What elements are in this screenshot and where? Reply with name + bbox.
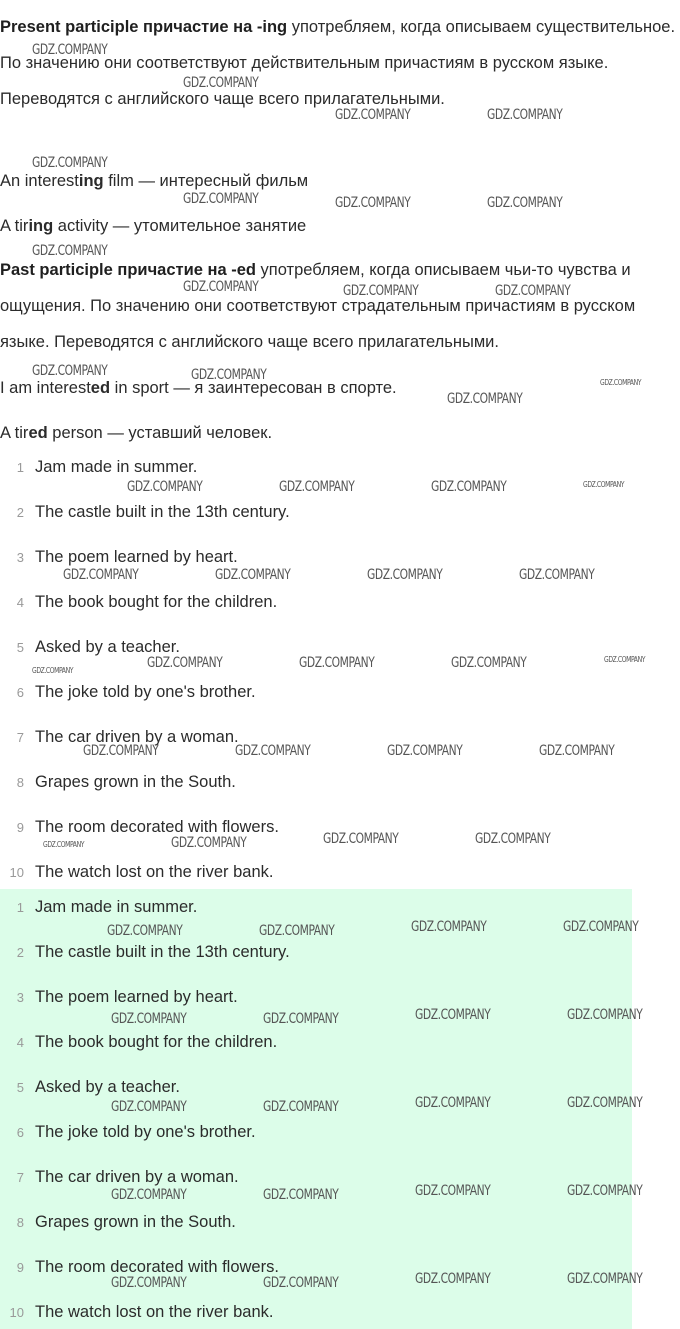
example-text: in sport — я заинтересован в спорте. xyxy=(110,379,397,397)
answer-item xyxy=(0,1166,239,1188)
item-number: 9 xyxy=(16,820,24,835)
list-item xyxy=(0,636,180,658)
watermark-text: GDZ.COMPANY xyxy=(367,567,443,583)
watermark-text: GDZ.COMPANY xyxy=(335,107,411,123)
item-text: The watch lost on the river bank. xyxy=(35,863,274,881)
watermark-text: GDZ.COMPANY xyxy=(487,195,563,211)
example-suffix: ing xyxy=(78,172,104,190)
item-text: The poem learned by heart. xyxy=(35,548,238,566)
answer-item xyxy=(0,1121,256,1143)
item-number: 8 xyxy=(16,1215,24,1230)
watermark-text: GDZ.COMPANY xyxy=(235,743,311,759)
past-participle-heading: Past participle причастие на -ed xyxy=(0,261,256,279)
watermark-text: GDZ.COMPANY xyxy=(583,480,625,489)
example-suffix: ed xyxy=(28,424,48,442)
item-text: The car driven by a woman. xyxy=(35,728,239,746)
item-number: 3 xyxy=(16,550,24,565)
watermark-text: GDZ.COMPANY xyxy=(519,567,595,583)
watermark-text: GDZ.COMPANY xyxy=(111,1099,187,1115)
item-text: The watch lost on the river bank. xyxy=(35,1303,274,1321)
watermark-text: GDZ.COMPANY xyxy=(191,367,267,383)
item-text: Jam made in summer. xyxy=(35,458,198,476)
example-text: An interest xyxy=(0,172,79,190)
watermark-text: GDZ.COMPANY xyxy=(323,831,399,847)
answer-item xyxy=(0,1256,279,1278)
item-number: 4 xyxy=(16,1035,24,1050)
item-number: 10 xyxy=(9,865,24,880)
item-text: The car driven by a woman. xyxy=(35,1168,239,1186)
watermark-text: GDZ.COMPANY xyxy=(475,831,551,847)
past-participle-paragraph xyxy=(0,252,680,360)
watermark-text: GDZ.COMPANY xyxy=(263,1187,339,1203)
list-item xyxy=(0,681,256,703)
item-number: 7 xyxy=(16,730,24,745)
present-participle-paragraph xyxy=(0,9,680,117)
answer-item xyxy=(0,986,238,1008)
watermark-text: GDZ.COMPANY xyxy=(215,567,291,583)
item-number: 8 xyxy=(16,775,24,790)
example-text: A tir xyxy=(0,424,29,442)
watermark-text: GDZ.COMPANY xyxy=(63,567,139,583)
watermark-text: GDZ.COMPANY xyxy=(567,1271,643,1287)
item-text: The room decorated with flowers. xyxy=(35,1258,279,1276)
item-text: The poem learned by heart. xyxy=(35,988,238,1006)
watermark-text: GDZ.COMPANY xyxy=(343,283,419,299)
item-number: 6 xyxy=(16,685,24,700)
watermark-text: GDZ.COMPANY xyxy=(43,840,85,849)
watermark-text: GDZ.COMPANY xyxy=(431,479,507,495)
item-number: 4 xyxy=(16,595,24,610)
watermark-text: GDZ.COMPANY xyxy=(600,378,642,387)
answer-item xyxy=(0,1031,277,1053)
item-text: The book bought for the children. xyxy=(35,1033,278,1051)
watermark-text: GDZ.COMPANY xyxy=(495,283,571,299)
watermark-text: GDZ.COMPANY xyxy=(539,743,615,759)
watermark-text: GDZ.COMPANY xyxy=(263,1275,339,1291)
example-interesting xyxy=(0,170,308,192)
example-interested xyxy=(0,377,397,399)
item-number: 5 xyxy=(16,1080,24,1095)
watermark-text: GDZ.COMPANY xyxy=(567,1007,643,1023)
list-item xyxy=(0,456,197,478)
watermark-text: GDZ.COMPANY xyxy=(111,1275,187,1291)
item-number: 2 xyxy=(16,945,24,960)
watermark-text: GDZ.COMPANY xyxy=(279,479,355,495)
item-number: 3 xyxy=(16,990,24,1005)
watermark-text: GDZ.COMPANY xyxy=(567,1095,643,1111)
watermark-text: GDZ.COMPANY xyxy=(415,1183,491,1199)
watermark-text: GDZ.COMPANY xyxy=(111,1011,187,1027)
watermark-text: GDZ.COMPANY xyxy=(183,279,259,295)
list-item xyxy=(0,546,238,568)
watermark-text: GDZ.COMPANY xyxy=(32,155,108,171)
item-text: The joke told by one's brother. xyxy=(35,683,256,701)
watermark-text: GDZ.COMPANY xyxy=(183,75,259,91)
example-text: film — интересный фильм xyxy=(103,172,309,190)
list-item xyxy=(0,501,290,523)
list-item xyxy=(0,816,279,838)
answer-item xyxy=(0,941,290,963)
item-text: Grapes grown in the South. xyxy=(35,1213,236,1231)
item-number: 1 xyxy=(16,460,24,475)
item-number: 6 xyxy=(16,1125,24,1140)
item-number: 2 xyxy=(16,505,24,520)
watermark-text: GDZ.COMPANY xyxy=(32,42,108,58)
item-text: Jam made in summer. xyxy=(35,898,198,916)
present-participle-text: употребляем, когда описываем существительное. По значению они соответствуют действительным причастиям в русском языке. Переводятся с английского чаще всего прилагательными. xyxy=(0,18,676,108)
item-number: 9 xyxy=(16,1260,24,1275)
example-text: A tir xyxy=(0,217,29,235)
watermark-text: GDZ.COMPANY xyxy=(415,1007,491,1023)
watermark-text: GDZ.COMPANY xyxy=(171,835,247,851)
watermark-text: GDZ.COMPANY xyxy=(107,923,183,939)
watermark-text: GDZ.COMPANY xyxy=(147,655,223,671)
watermark-text: GDZ.COMPANY xyxy=(32,666,74,675)
watermark-text: GDZ.COMPANY xyxy=(451,655,527,671)
watermark-text: GDZ.COMPANY xyxy=(111,1187,187,1203)
item-number: 10 xyxy=(9,1305,24,1320)
example-tiring xyxy=(0,215,306,237)
watermark-text: GDZ.COMPANY xyxy=(411,919,487,935)
watermark-text: GDZ.COMPANY xyxy=(263,1099,339,1115)
example-suffix: ed xyxy=(90,379,111,397)
present-participle-heading: Present participle причастие на -ing xyxy=(0,18,288,36)
item-number: 7 xyxy=(16,1170,24,1185)
list-item xyxy=(0,861,273,883)
list-item xyxy=(0,591,277,613)
item-text: The book bought for the children. xyxy=(35,593,278,611)
watermark-text: GDZ.COMPANY xyxy=(604,655,646,664)
item-text: Grapes grown in the South. xyxy=(35,773,236,791)
watermark-text: GDZ.COMPANY xyxy=(32,363,108,379)
answer-item xyxy=(0,1211,236,1233)
watermark-text: GDZ.COMPANY xyxy=(127,479,203,495)
list-item xyxy=(0,771,236,793)
example-tired xyxy=(0,422,272,444)
watermark-text: GDZ.COMPANY xyxy=(387,743,463,759)
watermark-text: GDZ.COMPANY xyxy=(335,195,411,211)
watermark-text: GDZ.COMPANY xyxy=(83,743,159,759)
watermark-text: GDZ.COMPANY xyxy=(487,107,563,123)
example-text: person — уставший человек. xyxy=(47,424,273,442)
item-text: Asked by a teacher. xyxy=(35,638,180,656)
answer-item xyxy=(0,1076,180,1098)
watermark-text: GDZ.COMPANY xyxy=(32,243,108,259)
example-text: I am interest xyxy=(0,379,91,397)
watermark-text: GDZ.COMPANY xyxy=(299,655,375,671)
watermark-text: GDZ.COMPANY xyxy=(415,1095,491,1111)
item-text: The room decorated with flowers. xyxy=(35,818,279,836)
list-item xyxy=(0,726,239,748)
example-text: activity — утомительное занятие xyxy=(53,217,307,235)
watermark-text: GDZ.COMPANY xyxy=(259,923,335,939)
item-text: Asked by a teacher. xyxy=(35,1078,180,1096)
item-text: The castle built in the 13th century. xyxy=(35,503,290,521)
item-number: 1 xyxy=(16,900,24,915)
example-suffix: ing xyxy=(28,217,54,235)
watermark-text: GDZ.COMPANY xyxy=(447,391,523,407)
watermark-text: GDZ.COMPANY xyxy=(263,1011,339,1027)
past-participle-text: употребляем, когда описываем чьи-то чувства и ощущения. По значению они соответствуют страдательным причастиям в русском языке. Переводятся с английского чаще всего прилагательными. xyxy=(0,261,636,351)
item-number: 5 xyxy=(16,640,24,655)
answer-item xyxy=(0,896,197,918)
watermark-text: GDZ.COMPANY xyxy=(415,1271,491,1287)
item-text: The joke told by one's brother. xyxy=(35,1123,256,1141)
watermark-text: GDZ.COMPANY xyxy=(563,919,639,935)
watermark-text: GDZ.COMPANY xyxy=(183,191,259,207)
answer-item xyxy=(0,1301,273,1323)
item-text: The castle built in the 13th century. xyxy=(35,943,290,961)
watermark-text: GDZ.COMPANY xyxy=(567,1183,643,1199)
